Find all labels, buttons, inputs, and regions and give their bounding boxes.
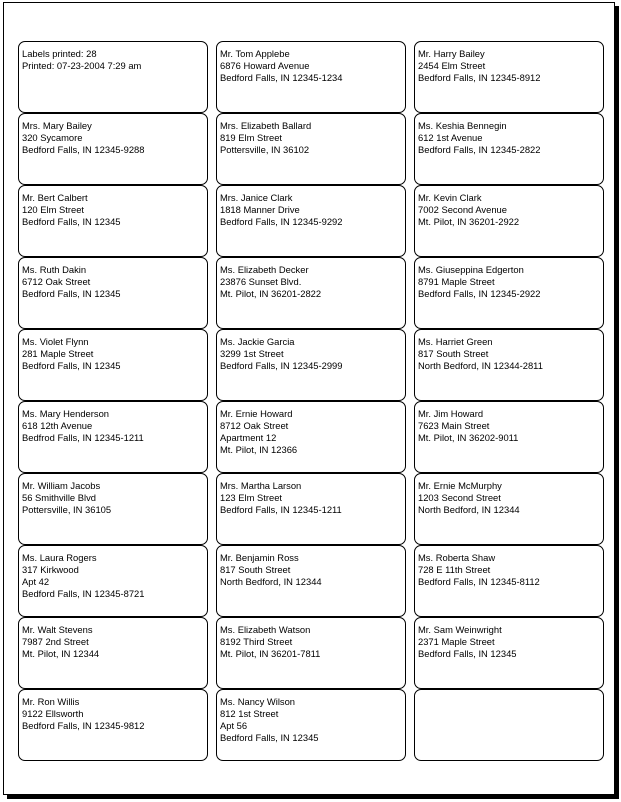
street-address: 7002 Second Avenue [418, 204, 507, 215]
city-state-zip: Bedford Falls, IN 12345 [220, 732, 319, 743]
address-label [216, 617, 406, 689]
city-state-zip: Bedford Falls, IN 12345-9812 [22, 720, 145, 731]
city-state-zip: Mt. Pilot, IN 36201-2822 [220, 288, 322, 299]
street-address: 8791 Maple Street [418, 276, 495, 287]
street-address: 812 1st Street [220, 708, 279, 719]
address-label [216, 689, 406, 761]
recipient-name: Mr. Ron Willis [22, 696, 80, 707]
address-label [414, 473, 604, 545]
address-label [18, 257, 208, 329]
city-state-zip: Bedford Falls, IN 12345 [22, 288, 121, 299]
recipient-name: Mr. Sam Weinwright [418, 624, 502, 635]
street-address: 7623 Main Street [418, 420, 490, 431]
empty-label [414, 689, 604, 761]
address-label [18, 401, 208, 473]
address-label [18, 689, 208, 761]
address-label [216, 41, 406, 113]
city-state-zip: North Bedford, IN 12344 [220, 576, 322, 587]
address-label [216, 473, 406, 545]
recipient-name: Ms. Keshia Bennegin [418, 120, 507, 131]
label-sheet-page [3, 2, 615, 795]
address-label [414, 113, 604, 185]
city-state-zip: Bedford Falls, IN 12345 [22, 360, 121, 371]
recipient-name: Mr. Tom Applebe [220, 48, 290, 59]
street-address: 317 Kirkwood [22, 564, 79, 575]
street-address: 612 1st Avenue [418, 132, 483, 143]
address-label [216, 401, 406, 473]
recipient-name: Ms. Nancy Wilson [220, 696, 296, 707]
street-address: Apt 42 [22, 576, 50, 587]
recipient-name: Mr. Jim Howard [418, 408, 484, 419]
street-address: 281 Maple Street [22, 348, 94, 359]
recipient-name: Ms. Harriet Green [418, 336, 493, 347]
recipient-name: Mr. Ernie McMurphy [418, 480, 502, 491]
recipient-name: Mrs. Martha Larson [220, 480, 302, 491]
street-address: 6712 Oak Street [22, 276, 91, 287]
street-address: 817 South Street [220, 564, 291, 575]
street-address: 728 E 11th Street [418, 564, 491, 575]
city-state-zip: Bedford Falls, IN 12345 [22, 216, 121, 227]
street-address: 1818 Manner Drive [220, 204, 300, 215]
recipient-name: Ms. Elizabeth Decker [220, 264, 309, 275]
address-label [414, 185, 604, 257]
address-label [18, 617, 208, 689]
recipient-name: Mrs. Janice Clark [220, 192, 293, 203]
address-label [414, 545, 604, 617]
address-label [216, 545, 406, 617]
city-state-zip: Pottersville, IN 36102 [220, 144, 310, 155]
city-state-zip: Bedford Falls, IN 12345-8112 [418, 576, 540, 587]
recipient-name: Ms. Laura Rogers [22, 552, 97, 563]
recipient-name: Mrs. Mary Bailey [22, 120, 92, 131]
city-state-zip: Mt. Pilot, IN 12366 [220, 444, 298, 455]
address-label [414, 401, 604, 473]
address-label [216, 113, 406, 185]
address-label [414, 257, 604, 329]
street-address: Apartment 12 [220, 432, 277, 443]
city-state-zip: Mt. Pilot, IN 36202-9011 [418, 432, 519, 443]
recipient-name: Mrs. Elizabeth Ballard [220, 120, 312, 131]
street-address: 23876 Sunset Blvd. [220, 276, 302, 287]
recipient-name: Mr. Kevin Clark [418, 192, 482, 203]
street-address: 819 Elm Street [220, 132, 283, 143]
recipient-name: Mr. William Jacobs [22, 480, 101, 491]
street-address: 9122 Ellsworth [22, 708, 84, 719]
recipient-name: Ms. Elizabeth Watson [220, 624, 311, 635]
address-label [18, 545, 208, 617]
street-address: 123 Elm Street [220, 492, 283, 503]
recipient-name: Ms. Giuseppina Edgerton [418, 264, 524, 275]
address-label [216, 329, 406, 401]
address-label [414, 41, 604, 113]
street-address: 618 12th Avenue [22, 420, 93, 431]
address-label [414, 617, 604, 689]
city-state-zip: Bedford Falls, IN 12345-1211 [220, 504, 342, 515]
street-address: 1203 Second Street [418, 492, 501, 503]
address-label [18, 473, 208, 545]
recipient-name: Ms. Jackie Garcia [220, 336, 295, 347]
address-label [18, 113, 208, 185]
recipient-name: Ms. Mary Henderson [22, 408, 110, 419]
street-address: 8712 Oak Street [220, 420, 289, 431]
city-state-zip: Bedford Falls, IN 12345-1234 [220, 72, 343, 83]
city-state-zip: Bedford Falls, IN 12345-8912 [418, 72, 541, 83]
city-state-zip: Bedford Falls, IN 12345-9288 [22, 144, 145, 155]
recipient-name: Ms. Roberta Shaw [418, 552, 496, 563]
street-address: 3299 1st Street [220, 348, 284, 359]
city-state-zip: Mt. Pilot, IN 36201-7811 [220, 648, 321, 659]
recipient-name: Mr. Walt Stevens [22, 624, 93, 635]
printed-timestamp: Printed: 07-23-2004 7:29 am [22, 60, 142, 71]
city-state-zip: Mt. Pilot, IN 36201-2922 [418, 216, 520, 227]
recipient-name: Mr. Ernie Howard [220, 408, 293, 419]
label-grid [18, 41, 604, 761]
address-label [216, 257, 406, 329]
city-state-zip: Pottersville, IN 36105 [22, 504, 112, 515]
city-state-zip: Bedford Falls, IN 12345-2999 [220, 360, 343, 371]
street-address: 8192 Third Street [220, 636, 293, 647]
recipient-name: Mr. Bert Calbert [22, 192, 88, 203]
summary-label [18, 41, 208, 113]
recipient-name: Ms. Violet Flynn [22, 336, 89, 347]
street-address: 7987 2nd Street [22, 636, 89, 647]
street-address: 2454 Elm Street [418, 60, 486, 71]
city-state-zip: North Bedford, IN 12344 [418, 504, 520, 515]
city-state-zip: Bedfrod Falls, IN 12345-1211 [22, 432, 144, 443]
street-address: 320 Sycamore [22, 132, 83, 143]
city-state-zip: North Bedford, IN 12344-2811 [418, 360, 543, 371]
street-address: 2371 Maple Street [418, 636, 495, 647]
address-label [18, 329, 208, 401]
city-state-zip: Bedford Falls, IN 12345-2922 [418, 288, 541, 299]
address-label [216, 185, 406, 257]
street-address: Apt 56 [220, 720, 248, 731]
city-state-zip: Bedford Falls, IN 12345-8721 [22, 588, 145, 599]
recipient-name: Mr. Benjamin Ross [220, 552, 299, 563]
city-state-zip: Bedford Falls, IN 12345-2822 [418, 144, 541, 155]
city-state-zip: Bedford Falls, IN 12345 [418, 648, 517, 659]
street-address: 56 Smithville Blvd [22, 492, 96, 503]
city-state-zip: Bedford Falls, IN 12345-9292 [220, 216, 343, 227]
labels-printed-count: Labels printed: 28 [22, 48, 97, 59]
street-address: 817 South Street [418, 348, 489, 359]
recipient-name: Mr. Harry Bailey [418, 48, 485, 59]
recipient-name: Ms. Ruth Dakin [22, 264, 87, 275]
address-label [414, 329, 604, 401]
address-label [18, 185, 208, 257]
city-state-zip: Mt. Pilot, IN 12344 [22, 648, 100, 659]
street-address: 120 Elm Street [22, 204, 85, 215]
street-address: 6876 Howard Avenue [220, 60, 310, 71]
